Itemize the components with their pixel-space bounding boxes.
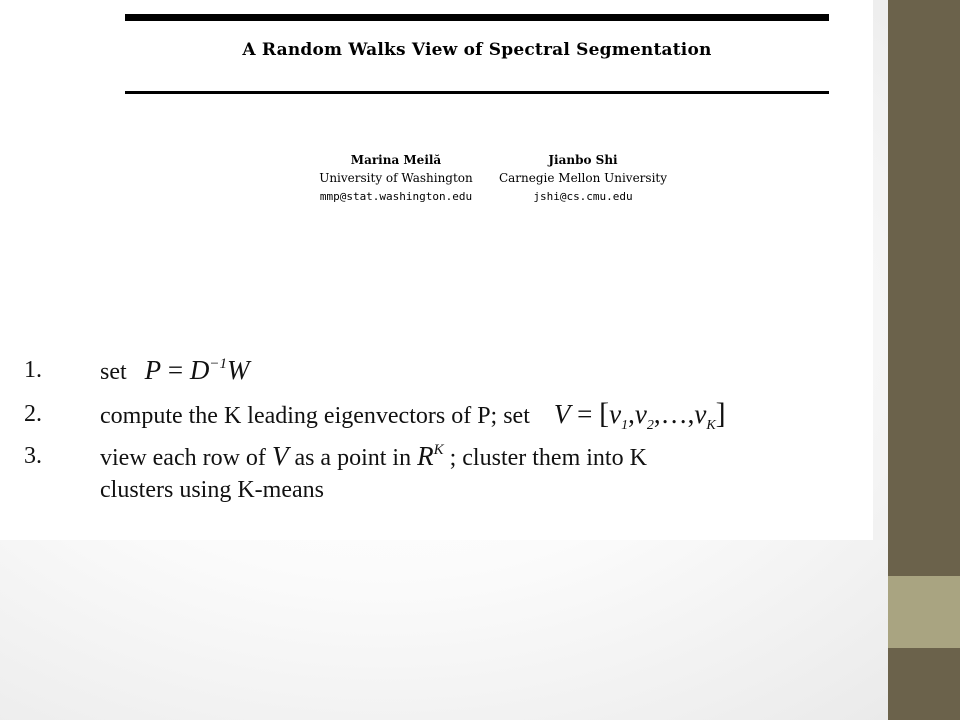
- side-bar-middle-segment: [888, 576, 960, 648]
- author-block-2: [488, 152, 678, 206]
- formula-p: $P = D^{-1}W$: [144, 355, 250, 385]
- paper-title: A Random Walks View of Spectral Segmentation: [242, 40, 712, 60]
- step-1-text: [100, 355, 250, 386]
- algorithm-steps: [0, 345, 873, 515]
- author-email: mmp@stat.washington.edu: [319, 190, 473, 203]
- formula-v: $V = [v_1,v_2,\dots,v_K]$: [553, 397, 726, 433]
- author-name: Marina Meilă: [350, 153, 442, 167]
- author-name: Jianbo Shi: [548, 153, 618, 167]
- title-rule-bottom: [125, 91, 829, 94]
- var-v: V: [271, 441, 289, 471]
- author-email: jshi@cs.cmu.edu: [533, 190, 633, 203]
- author-affiliation: University of Washington: [319, 171, 473, 185]
- side-bar-bottom-segment: [888, 648, 960, 720]
- step-3-continuation: clusters using K-means: [100, 477, 324, 503]
- step-label: set: [100, 359, 127, 385]
- step-3-text: view each row of V as a point in $R^K$ ; cluster them into K: [100, 441, 647, 471]
- author-affiliation: Carnegie Mellon University: [498, 171, 668, 185]
- step-2-text: [100, 397, 726, 434]
- paper-header: [125, 14, 829, 94]
- side-accent-bar: [888, 0, 960, 720]
- author-block-1: [300, 152, 492, 206]
- step-number: 2.: [24, 401, 42, 427]
- step-number: 3.: [24, 443, 42, 469]
- step-label: compute the K leading eigenvectors of P; set: [100, 403, 530, 429]
- side-bar-top-segment: [888, 0, 960, 576]
- space-rk: $R^K$: [417, 441, 444, 471]
- step-number: 1.: [24, 357, 42, 383]
- title-rule-top: [125, 14, 829, 21]
